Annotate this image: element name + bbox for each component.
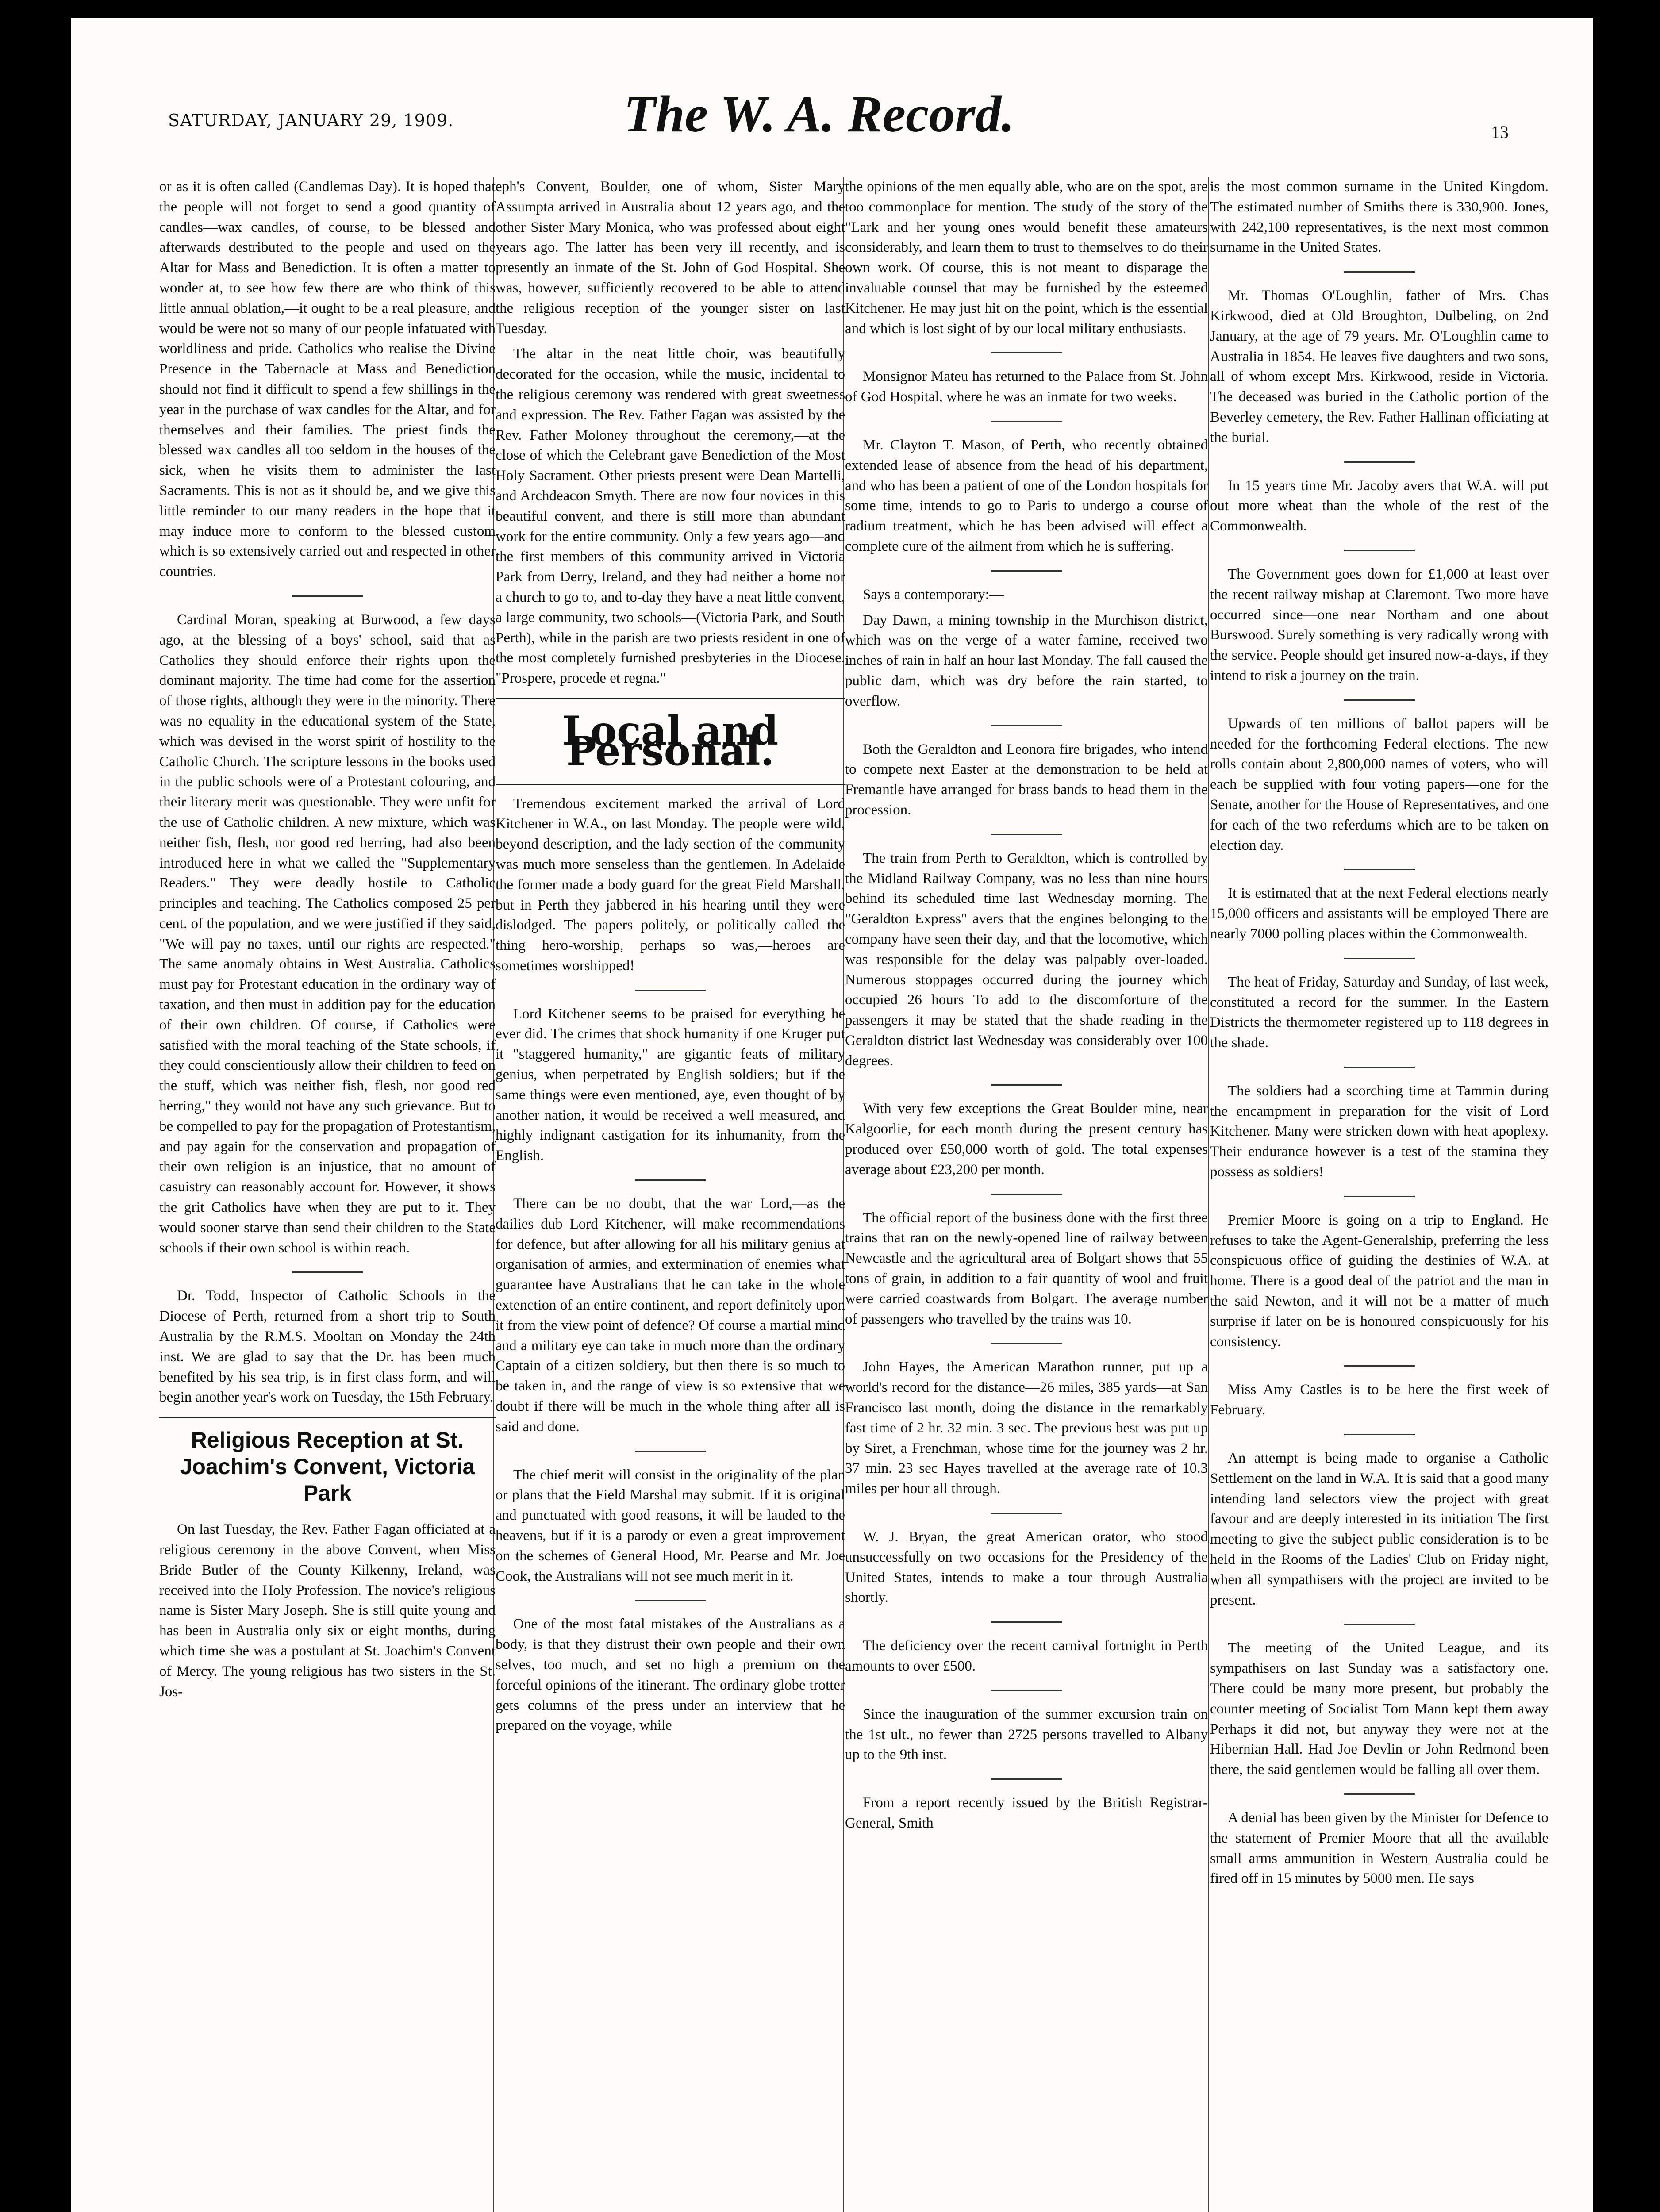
article-paragraph: It is estimated that at the next Federal elections nearly 15,000 officers and assistants will be employed There are nearly 7000 polling places within the Commonwealth.: [1210, 885, 1549, 942]
article-paragraph: From a report recently issued by the British Registrar-General, Smith: [845, 1795, 1208, 1831]
article-paragraph: The official report of the business done with the first three trains that ran on the newly-opened line of railway between Newcastle and the agricultural area of Bolgart shows that 55 tons of grain, in addition to a fair quantity of wool and fruit were carried coastwards from Bolgart. The average number of passengers who travelled by the trains was 10.: [845, 1210, 1208, 1327]
article-paragraph: The chief merit will consist in the originality of the plan or plans that the Field Marshal may submit. If it is original and punctuated with good reasons, it will be lauded to the heavens, but if it is a parody or even a great improvement on the schemes of General Hood, Mr. Pearse and Mr. Joe Cook, the Australians will not see much merit in it.: [496, 1467, 845, 1584]
article-paragraph: On last Tuesday, the Rev. Father Fagan officiated at a religious ceremony in the above Convent, when Miss Bride Butler of the County Kilkenny, Ireland, was received into the Holy Profession. The novice's religious name is Sister Mary Joseph. She is still quite young and has been in Australia only six or eight months, during which time she was a postulant at St. Joachim's Convent of Mercy. The young religious has two sisters in the St. Jos-: [159, 1521, 496, 1700]
column-2: [496, 177, 845, 2212]
article-paragraph: is the most common surname in the United Kingdom. The estimated number of Smiths there is 330,900. Jones, with 242,100 representatives, is the next most common surname in the United States.: [1210, 179, 1549, 256]
separator: [1344, 1196, 1415, 1197]
separator: [1344, 1365, 1415, 1367]
article-paragraph: One of the most fatal mistakes of the Australians as a body, is that they distrust their own people and their own selves, too much, and set no high a premium on the forceful opinions of the itinerant. The ordinary globe trotter gets columns of the press under an interview that he prepared on the voyage, while: [496, 1616, 845, 1734]
column-3: [845, 177, 1208, 2212]
article-paragraph: A denial has been given by the Minister for Defence to the statement of Premier Moore that all the available small arms ammunition in Western Australia could be fired off in 15 minutes by 5000 men. He says: [1210, 1810, 1549, 1887]
separator: [1344, 1067, 1415, 1068]
column-4: [1210, 177, 1549, 2212]
separator: [991, 1194, 1062, 1195]
separator: [991, 1084, 1062, 1086]
article-paragraph: Cardinal Moran, speaking at Burwood, a few days ago, at the blessing of a boys' school, said that as Catholics they should enforce their rights upon the dominant majority. The time had come for the assertion of those rights, although they were in the minority. There was no equality in the educational system of the State, which was devised in the worst spirit of hostility to the Catholic Church. The scripture lessons in the books used in the public schools were of a Protestant colouring, and their literary merit was questionable. They were unfit for the use of Catholic children. A new mixture, which was neither fish, flesh, nor good red herring, had also been introduced here in what we called the "Supplementary Readers." They were deadly hostile to Catholic principles and teaching. The Catholics composed 25 per cent. of the population, and we were justified if they said, "We will pay no taxes, until our rights are respected." The same anomaly obtains in West Australia. Catholics must pay for Protestant education in the ordinary way of taxation, and then must in addition pay for the education of their own children. Of course, if Catholics were satisfied with the moral teaching of the State schools, if they could conscientiously allow their children to feed on the stuff, which was neither fish, flesh, nor good red herring," they would not have any such grievance. But to be compelled to pay for the propagation of Protestantism, and pay again for the conservation and propagation of their own religion is an injustice, that no amount of casuistry can reasonably account for. However, it shows the grit Catholics have when they are put to it. They would sooner starve than send their children to the State schools if their own school is within reach.: [159, 611, 496, 1256]
article-paragraph: Upwards of ten millions of ballot papers will be needed for the forthcoming Federal elections. The new rolls contain about 2,800,000 names of voters, who will each be supplied with four voting papers—one for the Senate, another for the House of Representatives, and one for each of the two referdums which are to be taken on election day.: [1210, 715, 1549, 853]
separator: [292, 595, 363, 597]
separator: [1344, 271, 1415, 273]
page-number: 13: [1491, 122, 1509, 142]
article-paragraph: Mr. Clayton T. Mason, of Perth, who recently obtained extended lease of absence from the head of his department, and who has been a patient of one of the London hospitals for some time, intends to go to Paris to undergo a course of radium treatment, which he has been advised will effect a complete cure of the ailment from which he is suffering.: [845, 437, 1208, 554]
separator: [292, 1271, 363, 1273]
separator: [1344, 461, 1415, 463]
article-paragraph: The meeting of the United League, and its sympathisers on last Sunday was a satisfactory one. There could be many more present, but probably the counter meeting of Socialist Tom Mann kept them away Perhaps it did not, but anyway they were not at the Hibernian Hall. Had Joe Devlin or John Redmond been there, the said gentlemen would be falling all over them.: [1210, 1640, 1549, 1778]
section-title: Local and Personal.: [562, 707, 779, 775]
article-paragraph: Both the Geraldton and Leonora fire brigades, who intend to compete next Easter at the demonstration to be held at Fremantle have arranged for brass bands to head them in the procession.: [845, 741, 1208, 818]
separator: [1344, 1624, 1415, 1625]
separator: [991, 1621, 1062, 1623]
separator: [1344, 869, 1415, 870]
article-paragraph: Day Dawn, a mining township in the Murchison district, which was on the verge of a water famine, received two inches of rain in half an hour last Monday. The fall caused the public dam, which was dry before the rain started, to overflow.: [845, 612, 1208, 709]
separator: [991, 1513, 1062, 1514]
separator: [991, 1690, 1062, 1691]
article-paragraph: John Hayes, the American Marathon runner, put up a world's record for the distance—26 miles, 385 yards—at San Francisco last month, doing the distance in the remarkably fast time of 2 hr. 32 min. 3 sec. The previous best was put up by Siret, a Frenchman, whose time for the journey was 2 hr. 37 min. 23 sec Hayes travelled at the average rate of 10.3 miles per hour all through.: [845, 1359, 1208, 1497]
article-paragraph: Tremendous excitement marked the arrival of Lord Kitchener in W.A., on last Monday. The people were wild, beyond description, and the lady section of the community was much more senseless than the gentlemen. In Adelaide the former made a body guard for the great Field Marshall, but in Perth they jabbered in his hearing until they were dislodged. The papers politely, or politically called the thing hero-worship, perhaps so was,—heroes are sometimes worshipped!: [496, 795, 845, 974]
article-paragraph: In 15 years time Mr. Jacoby avers that W.A. will put out more wheat than the whole of the rest of the Commonwealth.: [1210, 477, 1549, 534]
separator: [991, 570, 1062, 572]
article-paragraph: The train from Perth to Geraldton, which is controlled by the Midland Railway Company, was no less than nine hours behind its scheduled time last Wednesday morning. The "Geraldton Express" avers that the engines belonging to the company have seen their day, and that the locomotive, which was responsible for the delay was palpably over-loaded. Numerous stoppages occurred during the journey which occupied 26 hours To add to the discomforture of the passengers it may be stated that the shade reading in the Geraldton district last Wednesday was considerably over 100 degrees.: [845, 850, 1208, 1069]
separator: [635, 990, 706, 991]
separator: [635, 1451, 706, 1452]
separator: [1344, 1793, 1415, 1795]
separator: [991, 1343, 1062, 1344]
separator: [159, 1417, 496, 1418]
article-paragraph: The Government goes down for £1,000 at least over the recent railway mishap at Claremont. Two more have occurred since—one near Northam and one about Burswood. Surely something is very radically wrong with the service. People should get insured now-a-days, if they intend to risk a journey on the train.: [1210, 566, 1549, 684]
article-paragraph: The soldiers had a scorching time at Tammin during the encampment in preparation for the visit of Lord Kitchener. Many were stricken down with heat apoplexy. Their endurance however is a test of the stamina they possess as soldiers!: [1210, 1083, 1549, 1180]
article-paragraph: Premier Moore is going on a trip to England. He refuses to take the Agent-Generalship, preferring the less conspicuous office of guiding the destinies of W.A. at home. There is a good deal of the patriot and the man in the said Newton, and it will not be a matter of much surprise if later on be is honoured conspicuously for his consistency.: [1210, 1212, 1549, 1350]
article-paragraph: the opinions of the men equally able, who are on the spot, are too commonplace for mention. The study of the story of the "Lark and her young ones would benefit these amateurs considerably, and learn them to trust to themselves to do their own work. Of course, this is not meant to disparage the invaluable counsel that may be furnished by the esteemed Kitchener. He may just hit on the point, which is the essential and which is lost sight of by our local military enthusiasts.: [845, 179, 1208, 337]
separator: [991, 421, 1062, 422]
article-paragraph: Miss Amy Castles is to be here the first week of February.: [1210, 1382, 1549, 1418]
column-1: [159, 177, 496, 2212]
article-paragraph: There can be no doubt, that the war Lord,—as the dailies dub Lord Kitchener, will make recommendations for defence, but after allowing for all his military genius at organisation of armies, and extermination of enemies what guarantee have Australians that he can take in the whole extenction of an entire continent, and report definitely upon it from the view point of defence? Of course a martial mind and a military eye can take in much more than the ordinary Captain of a citizen soldiery, but then there is so much to be taken in, and the range of view is so extensive that we doubt if there will be much in the whole thing after all is said and done.: [496, 1196, 845, 1435]
separator: [1344, 699, 1415, 701]
article-paragraph: With very few exceptions the Great Boulder mine, near Kalgoorlie, for each month during the present century has produced over £50,000 worth of gold. The total expenses average about £23,200 per month.: [845, 1101, 1208, 1178]
separator: [991, 1778, 1062, 1780]
article-paragraph: or as it is often called (Candlemas Day). It is hoped that the people will not forget to send a good quantity of candles—wax candles, of course, to be blessed and afterwards destributed to the people and used on the Altar for Mass and Benediction. It is often a matter to wonder at, to see how few there are who think of this little annual oblation,—it ought to be a real pleasure, and would be were not so many of our people infatuated with worldliness and pride. Catholics who realise the Divine Presence in the Tabernacle at Mass and Benediction should not find it difficult to spend a few shillings in the year in the purchase of wax candles for the Altar, and for themselves and their families. The priest finds the blessed wax candles all too seldom in the houses of the sick, when he visits them to administer the last Sacraments. This is not as it should be, and we give this little reminder to our many readers in the hope that it may induce more to conform to the blessed custom which is so extensively carried out and respected in other countries.: [159, 179, 496, 580]
article-paragraph: Lord Kitchener seems to be praised for everything he ever did. The crimes that shock humanity if one Kruger put it "staggered humanity," are gigantic feats of military genius, when perpetrated by English soldiers; but if the same things were even mentioned, aye, even thought of by another nation, it would be received a well measured, and highly indignant castigation for its inhumanity, from the English.: [496, 1006, 845, 1164]
newspaper-page: [71, 18, 1593, 2212]
article-paragraph: The deficiency over the recent carnival fortnight in Perth amounts to over £500.: [845, 1638, 1208, 1674]
separator: [635, 1600, 706, 1601]
separator: [496, 784, 845, 785]
article-paragraph: The heat of Friday, Saturday and Sunday, of last week, constituted a record for the summer. In the Eastern Districts the thermometer registered up to 118 degrees in the shade.: [1210, 974, 1549, 1051]
article-paragraph: Mr. Thomas O'Loughlin, father of Mrs. Chas Kirkwood, died at Old Broughton, Dulbeling, on 2nd January, at the age of 79 years. Mr. O'Loughlin came to Australia in 1854. He leaves five daughters and two sons, all of whom except Mrs. Kirkwood, reside in Victoria. The deceased was buried in the Catholic portion of the Beverley cemetery, the Rev. Father Hallinan officiating at the burial.: [1210, 288, 1549, 445]
separator: [991, 834, 1062, 835]
separator: [1344, 958, 1415, 959]
issue-date: SATURDAY, JANUARY 29, 1909.: [168, 111, 454, 130]
column-rule: [1208, 177, 1209, 2212]
separator: [1344, 1434, 1415, 1435]
masthead: [71, 18, 1593, 150]
article-paragraph: Dr. Todd, Inspector of Catholic Schools in the Diocese of Perth, returned from a short trip to South Australia by the R.M.S. Mooltan on Monday the 24th inst. We are glad to say that the Dr. has been much benefited by his sea trip, is in first class form, and will begin another year's work on Tuesday, the 15th February.: [159, 1288, 496, 1406]
article-paragraph: The altar in the neat little choir, was beautifully decorated for the occasion, while the music, incidental to the religious ceremony was rendered with great sweetness and expression. The Rev. Father Fagan was assisted by the Rev. Father Moloney throughout the ceremony,—at the close of which the Celebrant gave Benediction of the Most Holy Sacrament. Other priests present were Dean Martelli, and Archdeacon Smyth. There are now four novices in this beautiful convent, and there is still more than abundant work for the entire community. Only a few years ago—and the first members of this community arrived in Victoria Park from Derry, Ireland, and they had neither a home nor a church to go to, and to-day they have a neat little convent, a large community, two schools—(Victoria Park, and South Perth), while in the parish are two priests resident in one of the most completely furnished presbyteries in the Diocese. "Prospere, procede et regna.": [496, 346, 845, 687]
article-paragraph: An attempt is being made to organise a Catholic Settlement on the land in W.A. It is said that a good many intending land selectors view the project with great favour and are deeply interested in its initiation The first meeting to give the subject public consideration is to be held in the Rooms of the Ladies' Club on Friday night, when all sympathisers with the project are invited to be present.: [1210, 1450, 1549, 1608]
separator: [991, 352, 1062, 353]
article-heading: Religious Reception at St. Joachim's Convent, Victoria Park: [180, 1428, 475, 1506]
article-paragraph: eph's Convent, Boulder, one of whom, Sister Mary Assumpta arrived in Australia about 12 years ago, and the other Sister Mary Monica, who was professed about eight years ago. The latter has been very ill recently, and is presently an inmate of the St. John of God Hospital. She was, however, sufficiently recovered to be able to attend the religious reception of the younger sister on last Tuesday.: [496, 179, 845, 337]
separator: [991, 725, 1062, 726]
article-paragraph: Monsignor Mateu has returned to the Palace from St. John of God Hospital, where he was an inmate for two weeks.: [845, 369, 1208, 405]
separator: [496, 698, 845, 699]
article-paragraph: Since the inauguration of the summer excursion train on the 1st ult., no fewer than 2725 persons travelled to Albany up to the 9th inst.: [845, 1706, 1208, 1763]
article-paragraph: Says a contemporary:—: [863, 586, 1004, 603]
article-paragraph: W. J. Bryan, the great American orator, who stood unsuccessfully on two occasions for the Presidency of the United States, intends to make a tour through Australia shortly.: [845, 1529, 1208, 1606]
separator: [635, 1179, 706, 1181]
separator: [1344, 550, 1415, 551]
newspaper-title: The W. A. Record.: [624, 85, 1014, 143]
